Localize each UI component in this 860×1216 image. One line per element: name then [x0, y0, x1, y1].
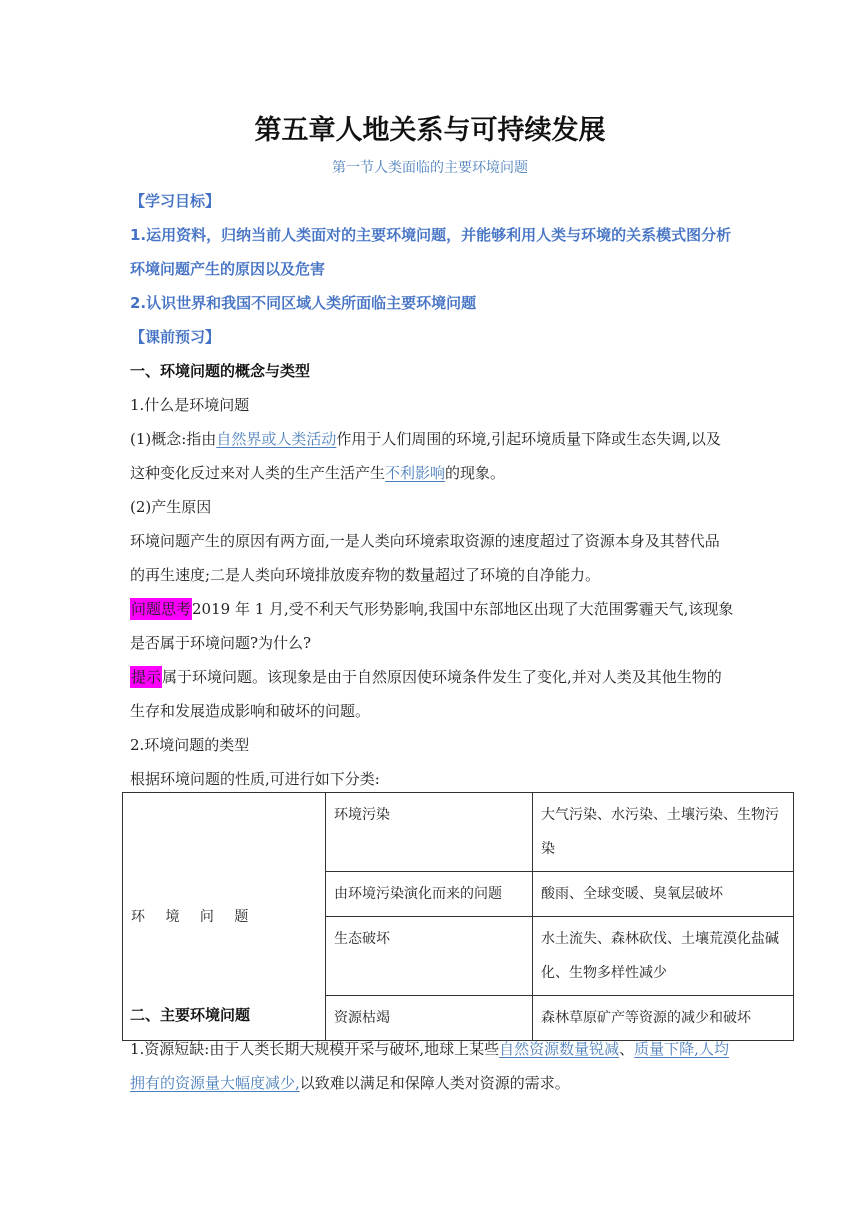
- goal-2: 2.认识世界和我国不同区域人类所面临主要环境问题: [130, 294, 477, 312]
- question-1: 1.什么是环境问题: [130, 396, 250, 414]
- think-text-1: 2019 年 1 月,受不利天气形势影响,我国中东部地区出现了大范围雾霾天气,该现象: [192, 600, 734, 618]
- resource-underline-3: 拥有的资源量大幅度减少,: [130, 1074, 300, 1092]
- think-line-2: 是否属于环境问题?为什么?: [130, 634, 312, 652]
- preview-heading: 【课前预习】: [130, 328, 221, 346]
- hint-text-1: 属于环境问题。该现象是由于自然原因使环境条件发生了变化,并对人类及其他生物的: [162, 668, 722, 686]
- table-row: [123, 793, 794, 872]
- resource-line-1: [130, 1038, 730, 1060]
- section-2-heading: 二、主要环境问题: [130, 1006, 251, 1024]
- concept-text-c: 这种变化反过来对人类的生产生活产生: [130, 464, 386, 482]
- table-example-cell: 大气污染、水污染、土壤污染、生物污染: [533, 793, 794, 872]
- resource-underline-1: 自然资源数量锐减: [499, 1040, 620, 1058]
- think-tag: 问题思考: [131, 600, 192, 618]
- resource-line-2: [130, 1072, 730, 1094]
- hint-tag: 提示: [131, 668, 162, 686]
- hint-line-2: 生存和发展造成影响和破坏的问题。: [130, 702, 371, 720]
- resource-text-c: 以致难以满足和保障人类对资源的需求。: [299, 1074, 570, 1092]
- resource-text-a: 1.资源短缺:由于人类长期大规模开采与破坏,地球上某些: [130, 1040, 500, 1058]
- table-example-cell: 森林草原矿产等资源的减少和破坏: [533, 996, 794, 1041]
- think-line-1: [130, 598, 734, 620]
- classify-intro: 根据环境问题的性质,可进行如下分类:: [130, 770, 380, 788]
- concept-underline-1: 自然界或人类活动: [216, 430, 337, 448]
- hint-line-1: [130, 666, 730, 688]
- goal-1-line-1: 1.运用资料，归纳当前人类面对的主要环境问题，并能够利用人类与环境的关系模式图分析: [130, 226, 732, 244]
- goal-1-line-2: 环境问题产生的原因以及危害: [130, 260, 326, 278]
- concept-line-1: [130, 428, 730, 450]
- resource-underline-2: 质量下降,人均: [634, 1040, 729, 1058]
- question-2: 2.环境问题的类型: [130, 736, 250, 754]
- table-example-cell: 水土流失、森林砍伐、土壤荒漠化盐碱化、生物多样性减少: [533, 917, 794, 996]
- chapter-title: 第五章人地关系与可持续发展: [254, 115, 606, 146]
- goals-heading: 【学习目标】: [130, 192, 221, 210]
- cause-line-2: 的再生速度;二是人类向环境排放废弃物的数量超过了环境的自净能力。: [130, 566, 601, 584]
- cause-line-1: 环境问题产生的原因有两方面,一是人类向环境索取资源的速度超过了资源本身及其替代品: [130, 532, 720, 550]
- cause-heading: (2)产生原因: [130, 498, 212, 516]
- concept-text-d: 的现象。: [445, 464, 506, 482]
- table-type-cell: 生态破坏: [326, 917, 533, 996]
- table-type-cell: 环境污染: [326, 793, 533, 872]
- table-type-cell: 资源枯竭: [326, 996, 533, 1041]
- concept-text-b: 作用于人们周围的环境,引起环境质量下降或生态失调,以及: [336, 430, 721, 448]
- section-subtitle: 第一节人类面临的主要环境问题: [332, 160, 528, 176]
- concept-line-2: [130, 462, 730, 484]
- concept-underline-2: 不利影响: [385, 464, 446, 482]
- concept-text-a: (1)概念:指由: [130, 430, 217, 448]
- table-type-cell: 由环境污染演化而来的问题: [326, 872, 533, 917]
- table-example-cell: 酸雨、全球变暖、臭氧层破坏: [533, 872, 794, 917]
- table-category-cell: 环 境 问 题: [123, 793, 326, 1041]
- resource-text-b: 、: [619, 1040, 635, 1058]
- section-1-heading: 一、环境问题的概念与类型: [130, 362, 311, 380]
